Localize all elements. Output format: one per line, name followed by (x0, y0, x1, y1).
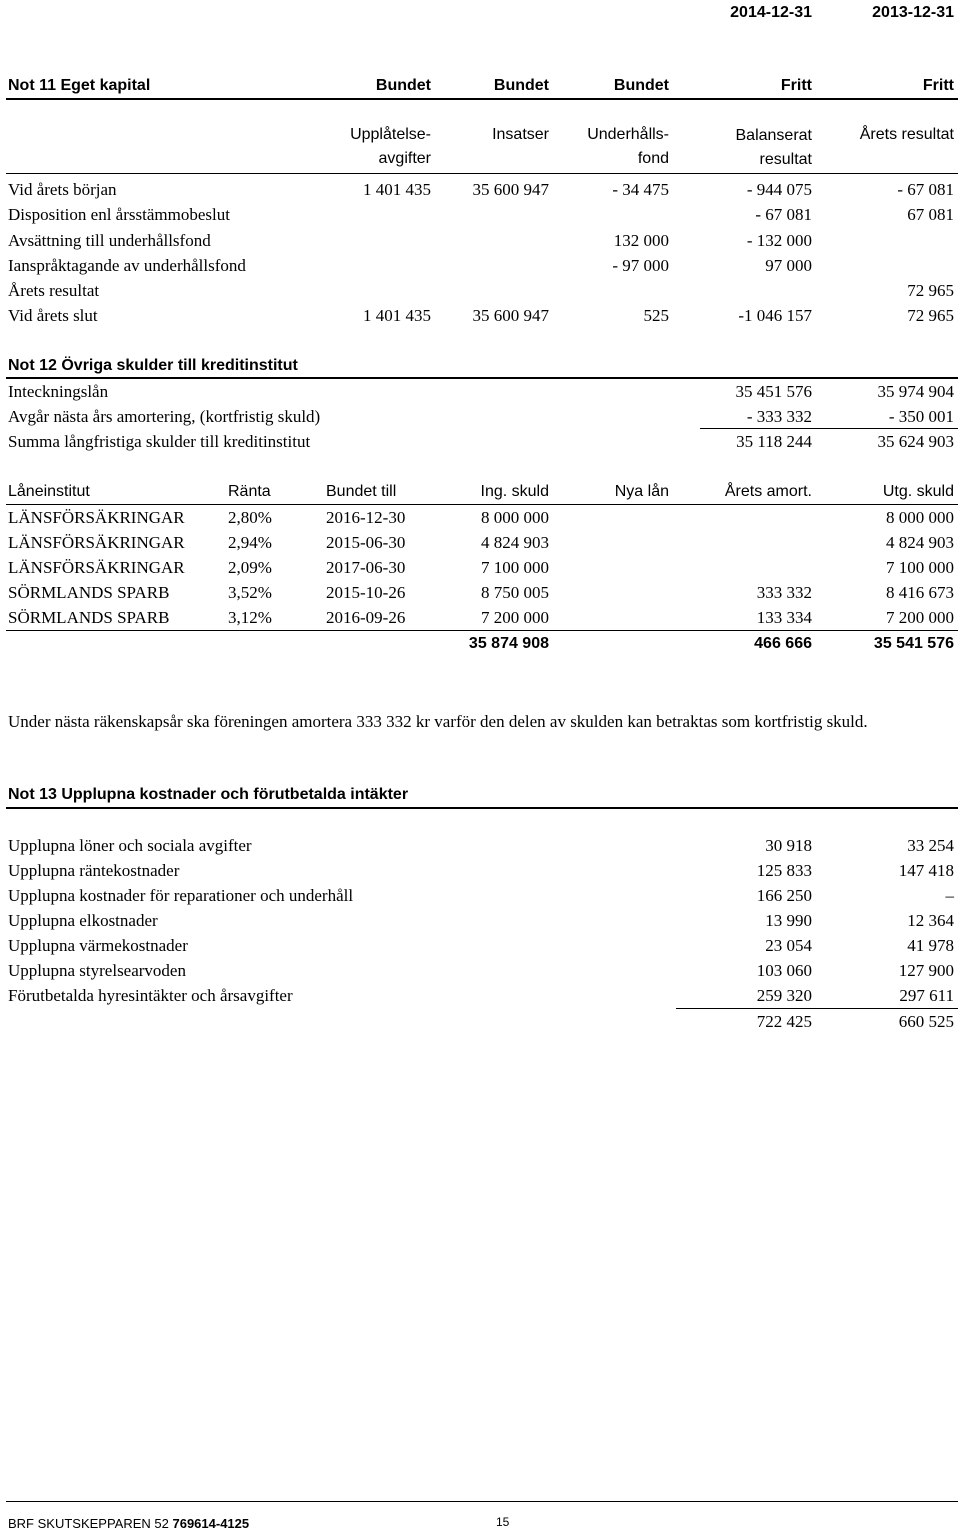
table-cell: 30 918 (765, 836, 812, 855)
table-row-label: Upplupna kostnader för reparationer och underhåll (8, 886, 354, 905)
note12-title: Not 12 Övriga skulder till kreditinstitut (8, 357, 298, 374)
loan-ing-skuld: 4 824 903 (481, 533, 549, 552)
table-cell: 125 833 (756, 861, 812, 880)
table-row-label: Upplupna värmekostnader (8, 936, 188, 955)
loan-utg-skuld: 7 100 000 (886, 558, 954, 577)
table-cell: 67 081 (907, 205, 954, 224)
footer-org-number: 769614-4125 (172, 1516, 250, 1531)
table-row-label: Vid årets början (8, 180, 117, 199)
table-cell: -1 046 157 (738, 306, 812, 325)
note11-type-2: Bundet (493, 77, 549, 94)
loan-head-ranta: Ränta (228, 483, 271, 500)
loan-rate: 3,12% (228, 608, 272, 627)
table-cell: - 34 475 (612, 180, 669, 199)
loan-total-amort: 466 666 (754, 635, 812, 652)
table-cell: 97 000 (765, 256, 812, 275)
loan-head-bundet: Bundet till (326, 483, 397, 500)
note11-title-rule (6, 98, 958, 100)
col-head-balanserat-2: resultat (759, 151, 812, 168)
table-row-label: Upplupna elkostnader (8, 911, 158, 930)
footer-org (8, 1516, 249, 1531)
loan-amort: 333 332 (756, 583, 812, 602)
table-cell: - 67 081 (755, 205, 812, 224)
table-cell: 147 418 (898, 861, 954, 880)
note13-sum-rule (676, 1008, 958, 1009)
loan-ing-skuld: 8 750 005 (481, 583, 549, 602)
loan-institute: SÖRMLANDS SPARB (8, 583, 170, 602)
note12-title-rule (6, 377, 958, 379)
loan-utg-skuld: 4 824 903 (886, 533, 954, 552)
note13-total-2: 660 525 (898, 1012, 954, 1031)
table-cell: 35 600 947 (472, 180, 549, 199)
loan-institute: LÄNSFÖRSÄKRINGAR (8, 558, 185, 577)
note13-total-1: 722 425 (756, 1012, 812, 1031)
table-cell: - 333 332 (746, 407, 812, 426)
loan-bound-until: 2015-06-30 (326, 533, 406, 552)
table-cell: 525 (643, 306, 669, 325)
table-cell: 35 600 947 (472, 306, 549, 325)
table-cell: 166 250 (756, 886, 812, 905)
note11-type-3: Bundet (613, 77, 669, 94)
loan-amort: 133 334 (756, 608, 812, 627)
table-cell: 33 254 (907, 836, 954, 855)
note12-paragraph: Under nästa räkenskapsår ska föreningen amortera 333 332 kr varför den delen av skulden kan betraktas som kortfristig skuld. (8, 712, 868, 731)
table-cell: 13 990 (765, 911, 812, 930)
table-cell: 127 900 (898, 961, 954, 980)
col-head-underhall-2: fond (637, 150, 669, 167)
table-cell: - 132 000 (746, 231, 812, 250)
table-cell: 103 060 (756, 961, 812, 980)
loan-utg-skuld: 8 000 000 (886, 508, 954, 527)
note11-title: Not 11 Eget kapital (8, 77, 151, 94)
table-row-label: Upplupna styrelsearvoden (8, 961, 186, 980)
col-head-balanserat-1: Balanserat (735, 127, 812, 144)
loan-rate: 3,52% (228, 583, 272, 602)
date-column-1: 2014-12-31 (730, 4, 812, 21)
table-cell: 23 054 (765, 936, 812, 955)
table-cell: 41 978 (907, 936, 954, 955)
table-row-label: Avgår nästa års amortering, (kortfristig skuld) (8, 407, 321, 426)
table-row-label: Disposition enl årsstämmobeslut (8, 205, 230, 224)
note11-type-1: Bundet (375, 77, 431, 94)
loan-head-utg: Utg. skuld (882, 483, 954, 500)
table-cell: 35 974 904 (877, 382, 954, 401)
loan-rate: 2,94% (228, 533, 272, 552)
table-cell: 12 364 (907, 911, 954, 930)
date-column-2: 2013-12-31 (872, 4, 954, 21)
note11-header-rule (6, 173, 958, 174)
table-row-label: Årets resultat (8, 281, 100, 300)
note11-type-5: Fritt (922, 77, 954, 94)
table-row-label: Ianspråktagande av underhållsfond (8, 256, 246, 275)
table-cell: 259 320 (756, 986, 812, 1005)
table-cell: - 944 075 (746, 180, 812, 199)
table-cell: 297 611 (899, 986, 954, 1005)
note13-title: Not 13 Upplupna kostnader och förutbetalda intäkter (8, 786, 409, 803)
loan-head-nya: Nya lån (614, 483, 669, 500)
note13-title-rule (6, 807, 958, 809)
table-row-label: Inteckningslån (8, 382, 109, 401)
loan-total-ing: 35 874 908 (468, 635, 549, 652)
footer-org-name: BRF SKUTSKEPPAREN 52 (8, 1516, 173, 1531)
table-cell: 1 401 435 (363, 180, 431, 199)
col-head-upplatelse-2: avgifter (378, 150, 431, 167)
table-row-label: Förutbetalda hyresintäkter och årsavgifter (8, 986, 293, 1005)
loan-rate: 2,80% (228, 508, 272, 527)
loan-ing-skuld: 7 100 000 (481, 558, 549, 577)
table-cell: 72 965 (907, 281, 954, 300)
loan-bound-until: 2017-06-30 (326, 558, 406, 577)
table-cell: 132 000 (613, 231, 669, 250)
loan-header-rule (6, 504, 958, 505)
loan-total-rule (6, 630, 958, 631)
loan-bound-until: 2016-09-26 (326, 608, 406, 627)
loan-head-institut: Låneinstitut (8, 483, 90, 500)
loan-head-ing: Ing. skuld (480, 483, 549, 500)
loan-bound-until: 2016-12-30 (326, 508, 406, 527)
table-row-label: Vid årets slut (8, 306, 98, 325)
table-cell: - 67 081 (897, 180, 954, 199)
table-cell: 35 118 244 (736, 432, 812, 451)
table-cell: 35 451 576 (735, 382, 812, 401)
footer-rule (6, 1501, 958, 1502)
footer-page-number: 15 (496, 1515, 510, 1529)
table-row-label: Upplupna löner och sociala avgifter (8, 836, 252, 855)
loan-utg-skuld: 7 200 000 (886, 608, 954, 627)
table-row-label: Upplupna räntekostnader (8, 861, 180, 880)
table-row-label: Avsättning till underhållsfond (8, 231, 211, 250)
col-head-upplatelse-1: Upplåtelse- (350, 126, 431, 143)
col-head-underhall-1: Underhålls- (587, 126, 669, 143)
table-cell: - 97 000 (612, 256, 669, 275)
loan-head-amort: Årets amort. (724, 483, 812, 500)
loan-ing-skuld: 7 200 000 (481, 608, 549, 627)
table-row-label: Summa långfristiga skulder till kreditinstitut (8, 432, 311, 451)
col-head-arets-resultat: Årets resultat (859, 126, 954, 143)
loan-institute: SÖRMLANDS SPARB (8, 608, 170, 627)
table-cell: - 350 001 (888, 407, 954, 426)
loan-total-utg: 35 541 576 (873, 635, 954, 652)
loan-utg-skuld: 8 416 673 (886, 583, 954, 602)
table-cell: 72 965 (907, 306, 954, 325)
note11-type-4: Fritt (780, 77, 812, 94)
loan-bound-until: 2015-10-26 (326, 583, 406, 602)
table-cell: 35 624 903 (877, 432, 954, 451)
table-cell: – (945, 886, 954, 905)
col-head-insatser: Insatser (492, 126, 549, 143)
note12-sum-rule (700, 428, 958, 429)
loan-rate: 2,09% (228, 558, 272, 577)
loan-ing-skuld: 8 000 000 (481, 508, 549, 527)
loan-institute: LÄNSFÖRSÄKRINGAR (8, 533, 185, 552)
loan-institute: LÄNSFÖRSÄKRINGAR (8, 508, 185, 527)
table-cell: 1 401 435 (363, 306, 431, 325)
